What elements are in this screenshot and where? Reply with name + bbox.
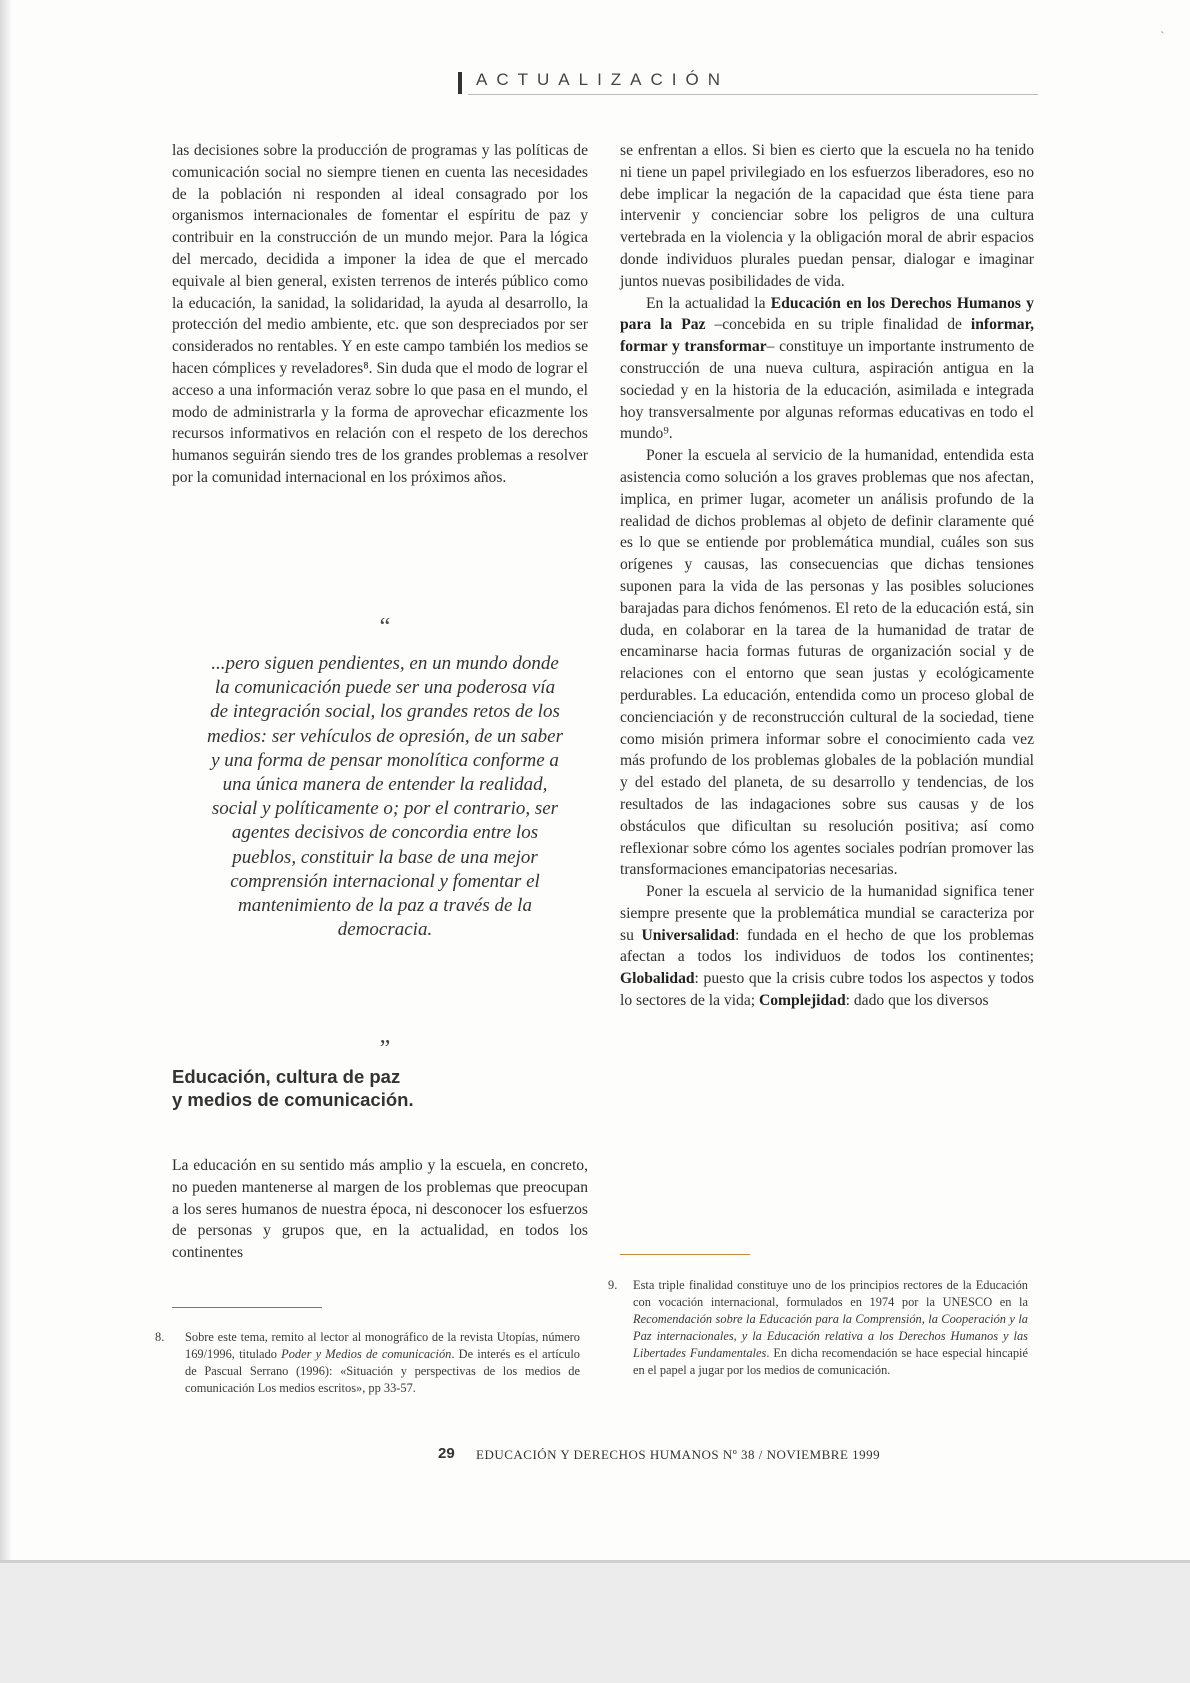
left-column [172,140,588,489]
text-run: En la actualidad la [646,294,771,312]
text-run: –concebida en su triple finalidad de [705,316,971,334]
page-shadow-edge [0,0,12,1683]
footnote-rule [172,1307,322,1308]
emphasis: Globalidad [620,970,695,988]
pull-quote: ...pero siguen pendientes, en un mundo donde la comunicación puede ser una poderosa vía de integración social, los grandes retos de los medios: ser vehículos de opresión, de un saber y una forma de pensar monolítica conforme a una única manera de entender la realidad, social y políticamente o; por el contrario, ser agentes decisivos de concordia entre los pueblos, constituir la base de una mejor comprensión internacional y fomentar el mantenimiento de la paz a través de la democracia. [206,653,563,941]
text-run: . En dicha recomendación se hace especial hincapié en el papel a jugar por los medios de comunicación. [633,1346,1029,1377]
footnote-8 [155,1329,580,1397]
text-run: . De interés es el artículo de Pascual Serrano (1996): «Situación y perspectivas de los medios de comunicación Los medios escritos», pp 33-57. [185,1347,580,1395]
section-heading [172,1065,592,1111]
body-paragraph: las decisiones sobre la producción de programas y las políticas de comunicación social no siempre tienen en cuenta las necesidades de la población ni responden al ideal consagrado por los organismos internacionales de fomentar el espíritu de paz y contribuir en la construcción de un mundo mejor. Para la lógica del mercado, decidida a imponer la idea de que el mercado equivale al bien general, existen terrenos de interés público como la educación, la sanidad, la solidaridad, la ayuda al desarrollo, la protección del medio ambiente, etc. que son despreciados por ser considerados no rentables. Y en este campo también los medios se hacen cómplices y reveladores⁸. Sin duda que el modo de lograr el acceso a una información veraz sobre lo que pasa en el mundo, el modo de administrarla y la forma de aprovechar eficazmente los recursos informativos en relación con el respeto de los derechos humanos seguirán siendo tres de los grandes problemas a resolver por la comunidad internacional en los próximos años. [172,142,588,486]
footnote-number: 8. [155,1330,165,1344]
text-run: – constituye un importante instrumento de construcción de una nueva cultura, aspiración antigua en la sociedad y en la historia de la educación, asimilada e integrada hoy transversalmente por algunas reformas educativas en todo el mundo⁹. [620,338,1035,443]
scan-bottom-margin [0,1560,1190,1683]
body-paragraph: Poner la escuela al servicio de la humanidad, entendida esta asistencia como solución a los graves problemas que nos afectan, implica, en primer lugar, acometer un análisis profundo de la realidad de dichos problemas al objeto de definir claramente qué es lo que se entiende por problemática mundial, cuáles son sus orígenes y causas, las consecuencias que dichas tensiones suponen para la vida de las personas y las posibles soluciones barajadas para dichos fenómenos. El reto de la educación está, sin duda, en colaborar en la tarea de la humanidad de tratar de encaminarse hacia formas futuras de organización social y de relaciones con el entorno que sean justas y ecológicamente perdurables. La educación, entendida como un proceso global de concienciación y de reconstrucción cultural de la sociedad, tiene como misión primera informar sobre el conocimiento cada vez más profundo de los problemas globales de la población mundial y del estado del planeta, de su desarrollo y tendencias, de los resultados de las indagaciones sobre sus causas y de los obstáculos que dificultan su resolución positiva; así como reflexionar sobre cómo los agentes sociales podrían promover las transformaciones emancipatorias necesarias. [620,447,1034,879]
quote-open-mark: “ [379,614,391,640]
page-footer [438,1447,1038,1469]
emphasis: Recomendación sobre la Educación para la Comprensión, la Cooperación y la Paz internacionales, y la Educación relativa a los Derechos Humanos y las Libertades Fundamentales [633,1312,1028,1360]
text-run: Poner la escuela al servicio de la humanidad significa tener siempre presente que la problemática mundial se caracteriza por su [620,883,1034,944]
footnote-9 [608,1277,1029,1379]
heading-line-1: Educación, cultura de paz [172,1066,401,1087]
footnote-rule [620,1254,750,1255]
body-paragraph [620,293,1034,446]
text-run: Sobre este tema, remito al lector al monográfico de la revista Utopías, número 169/1996, titulado [185,1330,580,1361]
text-run: : puesto que la crisis cubre todos los aspectos y todos lo sectores de la vida; [620,970,1034,1010]
scan-mark: ˋ [1160,30,1165,45]
emphasis: Educación en los Derechos Humanos y para la Paz [620,294,1034,334]
running-header [458,70,1038,100]
emphasis: Poder y Medios de comunicación [281,1347,452,1361]
header-bar-icon [458,72,462,94]
page-number: 29 [438,1445,455,1462]
quote-close-mark: ” [379,1036,391,1062]
text-run: Esta triple finalidad constituye uno de los principios rectores de la Educación con vocación internacional, formulados en 1974 por la UNESCO en la [633,1278,1028,1309]
section-title: ACTUALIZACIÓN [476,70,730,89]
emphasis: Universalidad [641,926,736,944]
header-rule [468,94,1038,95]
publication-info: EDUCACIÓN Y DERECHOS HUMANOS Nº 38 / NOVIEMBRE 1999 [476,1447,881,1462]
text-run: : fundada en el hecho de que los problemas afectan a todos los individuos de todos los continentes; [620,926,1034,966]
text-run: : dado que los diversos [845,992,989,1010]
heading-line-2: y medios de comunicación. [172,1089,414,1110]
emphasis: informar, formar y transformar [620,316,1034,356]
emphasis: Complejidad [759,992,846,1010]
right-column [620,140,1034,1012]
footnote-number: 9. [608,1278,618,1292]
body-paragraph: se enfrentan a ellos. Si bien es cierto que la escuela no ha tenido ni tiene un papel privilegiado en los esfuerzos liberadores, eso no debe implicar la negación de la capacidad que ésta tiene para intervenir y concienciar sobre los peligros de una cultura vertebrada en la violencia y la obligación moral de abrir espacios donde individuos plurales puedan pensar, dialogar e imaginar juntos nuevas posibilidades de vida. [620,142,1034,290]
body-paragraph [620,881,1034,1012]
section-paragraph: La educación en su sentido más amplio y la escuela, en concreto, no pueden mantenerse al margen de los problemas que preocupan a los seres humanos de nuestra época, ni desconocer los esfuerzos de personas y grupos que, en la actualidad, en todos los continentes [172,1157,588,1262]
